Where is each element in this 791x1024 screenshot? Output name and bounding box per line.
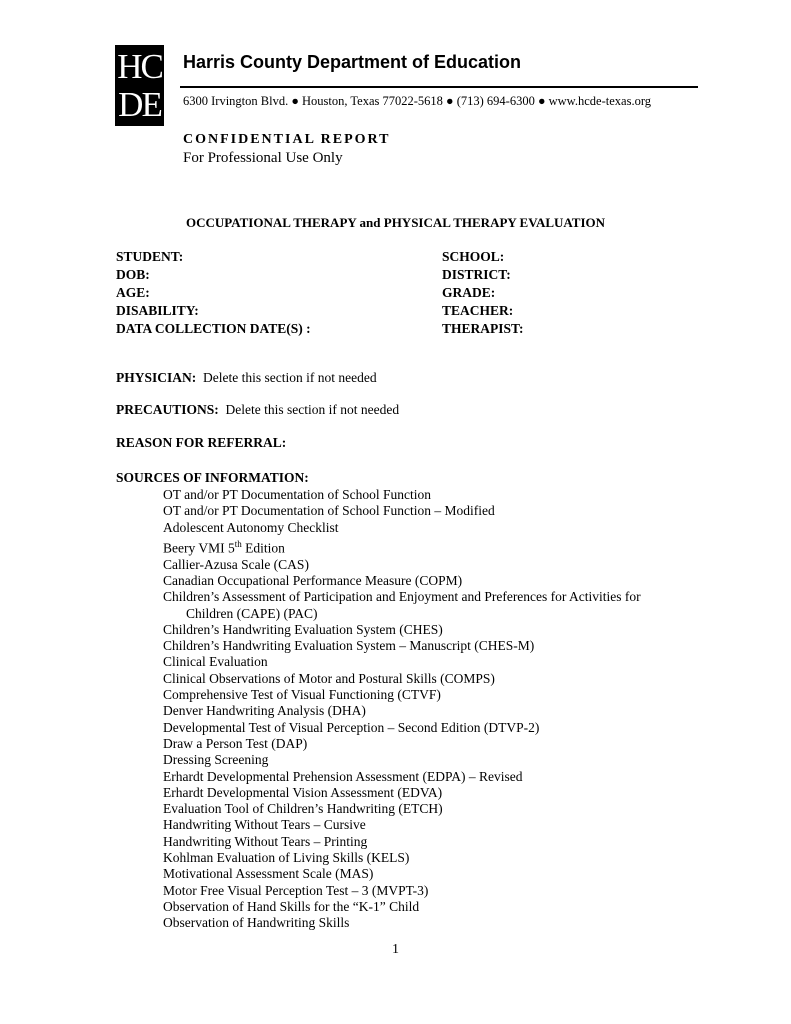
reason-for-referral-heading: REASON FOR REFERRAL: — [116, 435, 287, 450]
source-item: Erhardt Developmental Prehension Assessment (EDPA) – Revised — [163, 768, 523, 784]
source-item: Observation of Handwriting Skills — [163, 915, 350, 931]
physician-label: PHYSICIAN: — [116, 370, 197, 385]
source-item: Dressing Screening — [163, 752, 269, 768]
source-item: Beery VMI 5th Edition — [163, 538, 285, 556]
header-divider — [180, 86, 698, 88]
source-item: Observation of Hand Skills for the “K-1” Child — [163, 898, 420, 914]
logo-line-1: HC — [117, 47, 162, 86]
source-item: Clinical Observations of Motor and Postural Skills (COMPS) — [163, 670, 495, 686]
field-school: SCHOOL: — [442, 249, 505, 264]
source-item: Children’s Assessment of Participation and Enjoyment and Preferences for Activities for Children (CAPE) (PAC) — [163, 589, 641, 621]
professional-use-note: For Professional Use Only — [183, 150, 343, 166]
source-item: Handwriting Without Tears – Cursive — [163, 817, 366, 833]
source-item: Clinical Evaluation — [163, 654, 268, 670]
precautions-section — [116, 402, 399, 418]
field-teacher: TEACHER: — [442, 303, 514, 318]
physician-section — [116, 370, 377, 386]
organization-name: Harris County Department of Education — [183, 52, 522, 72]
source-item: Handwriting Without Tears – Printing — [163, 833, 368, 849]
source-item: OT and/or PT Documentation of School Function — [163, 487, 431, 502]
field-dob: DOB: — [116, 267, 150, 282]
field-data-collection-dates: DATA COLLECTION DATE(S) : — [116, 321, 311, 336]
organization-address: 6300 Irvington Blvd. ● Houston, Texas 77022-5618 ● (713) 694-6300 ● www.hcde-texas.org — [183, 94, 652, 108]
sources-of-information-heading: SOURCES OF INFORMATION: — [116, 470, 309, 485]
confidential-report-heading: CONFIDENTIAL REPORT — [183, 132, 391, 147]
field-therapist: THERAPIST: — [442, 321, 524, 336]
source-item: Denver Handwriting Analysis (DHA) — [163, 703, 366, 719]
source-item: Canadian Occupational Performance Measure (COPM) — [163, 572, 463, 588]
source-item: Kohlman Evaluation of Living Skills (KELS) — [163, 850, 410, 866]
source-item: Motor Free Visual Perception Test – 3 (MVPT-3) — [163, 882, 429, 898]
logo-line-2: DE — [118, 85, 161, 124]
field-district: DISTRICT: — [442, 267, 511, 282]
page-number: 1 — [392, 942, 399, 957]
source-item: Developmental Test of Visual Perception – Second Edition (DTVP-2) — [163, 719, 540, 735]
source-item: Erhardt Developmental Vision Assessment (EDVA) — [163, 784, 443, 800]
source-item: Children’s Handwriting Evaluation System (CHES) — [163, 621, 443, 637]
sources-list — [163, 487, 683, 932]
source-item: Comprehensive Test of Visual Functioning (CTVF) — [163, 687, 441, 703]
document-title: OCCUPATIONAL THERAPY and PHYSICAL THERAPY EVALUATION — [185, 215, 606, 230]
source-item: Callier-Azusa Scale (CAS) — [163, 556, 309, 572]
source-item: OT and/or PT Documentation of School Function – Modified — [163, 503, 495, 519]
source-item: Children’s Handwriting Evaluation System – Manuscript (CHES-M) — [163, 638, 535, 654]
source-item: Draw a Person Test (DAP) — [163, 735, 308, 751]
source-item: Motivational Assessment Scale (MAS) — [163, 866, 374, 882]
precautions-note: Delete this section if not needed — [225, 402, 400, 417]
field-grade: GRADE: — [442, 285, 496, 300]
precautions-label: PRECAUTIONS: — [116, 402, 219, 417]
field-student: STUDENT: — [116, 249, 184, 264]
source-item: Adolescent Autonomy Checklist — [163, 519, 339, 535]
field-age: AGE: — [116, 285, 150, 300]
physician-note: Delete this section if not needed — [203, 370, 377, 385]
source-item: Evaluation Tool of Children’s Handwriting (ETCH) — [163, 801, 443, 817]
field-disability: DISABILITY: — [116, 303, 199, 318]
hcde-logo — [115, 45, 164, 126]
